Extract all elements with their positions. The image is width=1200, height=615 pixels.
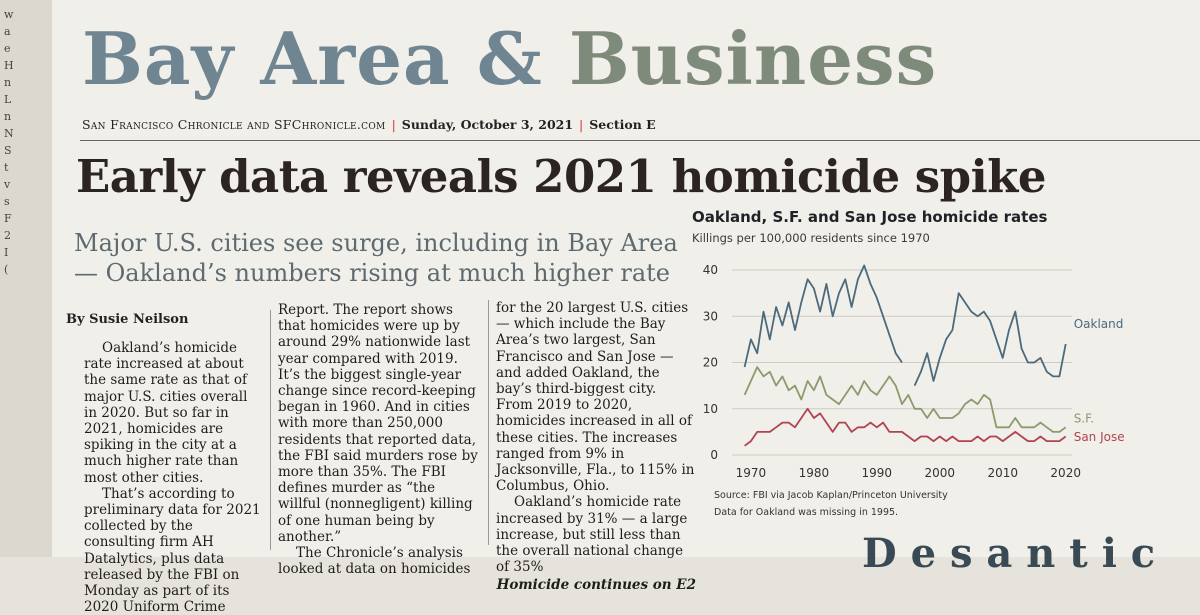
adjacent-page-letter: n <box>4 76 12 89</box>
adjacent-page-edge <box>0 0 52 557</box>
series-line-s-f- <box>745 367 1066 432</box>
dateline-separator: | <box>579 117 584 132</box>
adjacent-page-letter: 2 <box>4 229 11 242</box>
y-tick-label: 40 <box>702 263 718 277</box>
paragraph: for the 20 largest U.S. cities — which include the Bay Area’s two largest, San Francisco and San Jose — and added Oakland, the bay’s third-biggest city. From 2019 to 2020, homicides increased in all of these cities. The increases ranged from 9% in Jacksonville, Fla., to 115% in Columbus, Ohio. <box>496 300 695 495</box>
x-tick-label: 1990 <box>861 466 893 480</box>
chart-title: Oakland, S.F. and San Jose homicide rates <box>692 208 1048 226</box>
y-tick-label: 0 <box>710 448 718 462</box>
section-label: Section E <box>589 117 656 132</box>
series-label: S.F. <box>1073 411 1094 426</box>
x-tick-label: 2000 <box>924 466 956 480</box>
chart-subtitle: Killings per 100,000 residents since 1970 <box>692 231 930 245</box>
y-tick-label: 30 <box>702 309 718 324</box>
adjacent-page-letter: ( <box>4 263 9 276</box>
adjacent-page-letter: t <box>4 161 9 174</box>
adjacent-page-letter: L <box>4 93 12 106</box>
adjacent-page-letter: s <box>4 195 10 208</box>
paragraph: Report. The report shows that homicides were up by around 29% nationwide last year compared with 2019. It’s the biggest single-year change since record-keeping began in 1960. And in cities with more than 250,000 residents that reported data, the FBI said murders rose by more than 35%. The FBI defines murder as “the willful (nonnegligent) killing of one human being by another.” <box>278 302 478 545</box>
adjacent-page-letter: N <box>4 127 14 140</box>
article-column-1 <box>84 340 262 615</box>
y-tick-label: 10 <box>702 401 718 416</box>
adjacent-page-letter: w <box>4 8 14 21</box>
header-rule <box>80 140 1200 141</box>
adjacent-page-letter: H <box>4 59 14 72</box>
chart-missing-data-note: Data for Oakland was missing in 1995. <box>714 507 899 518</box>
newspaper-page <box>52 0 1200 615</box>
section-masthead <box>82 14 1200 104</box>
adjacent-page-letter: F <box>4 212 12 225</box>
column-rule <box>270 310 271 550</box>
subheadline: Major U.S. cities see surge, including in Bay Area — Oakland’s numbers rising at much higher rate <box>74 229 678 287</box>
chart-source-note: Source: FBI via Jacob Kaplan/Princeton University <box>714 490 948 501</box>
paragraph: Oakland’s homicide rate increased at about the same rate as that of major U.S. cities overall in 2020. But so far in 2021, homicides are spiking in the city at a much higher rate than most other cities. <box>84 340 248 486</box>
adjacent-page-letter: v <box>4 178 11 191</box>
dateline-separator: | <box>391 117 396 132</box>
next-headline-fragment: D e s a n t i c <box>862 530 1156 577</box>
y-tick-label: 20 <box>702 355 718 370</box>
masthead-part1: Bay Area <box>82 16 451 101</box>
adjacent-page-letter: a <box>4 25 11 38</box>
paragraph: Oakland’s homicide rate increased by 31% — a large increase, but still less than the overall national change of 35% <box>496 494 688 576</box>
jump-line: Homicide continues on E2 <box>496 577 696 594</box>
homicide-rate-chart <box>692 250 1132 485</box>
series-line-san-jose <box>745 409 1066 446</box>
series-label: San Jose <box>1073 430 1125 445</box>
paragraph: That’s according to preliminary data for 2021 collected by the consulting firm AH Datalytics, plus data released by the FBI on Monday as part of its 2020 Uniform Crime <box>84 485 261 615</box>
series-label: Oakland <box>1073 316 1124 331</box>
adjacent-page-letter: n <box>4 110 12 123</box>
dateline <box>82 117 656 132</box>
column-rule <box>488 300 489 545</box>
article-column-2 <box>278 302 478 577</box>
paragraph: The Chronicle’s analysis looked at data on homicides <box>278 545 471 578</box>
x-tick-label: 1980 <box>798 466 830 480</box>
x-tick-label: 2020 <box>1050 466 1081 480</box>
publication-date: Sunday, October 3, 2021 <box>401 117 574 132</box>
masthead-part2: Business <box>568 16 938 101</box>
series-line-oakland <box>915 293 1066 386</box>
x-tick-label: 2010 <box>987 466 1019 480</box>
adjacent-page-letter: e <box>4 42 11 55</box>
x-tick-label: 1970 <box>735 466 767 480</box>
masthead-ampersand: & <box>450 16 569 101</box>
byline: By Susie Neilson <box>66 312 189 327</box>
adjacent-page-letter: I <box>4 246 9 259</box>
publication-name: San Francisco Chronicle and SFChronicle.com <box>82 117 386 132</box>
main-headline: Early data reveals 2021 homicide spike <box>76 150 1046 203</box>
adjacent-page-letter: S <box>4 144 12 157</box>
article-column-3 <box>496 300 696 594</box>
